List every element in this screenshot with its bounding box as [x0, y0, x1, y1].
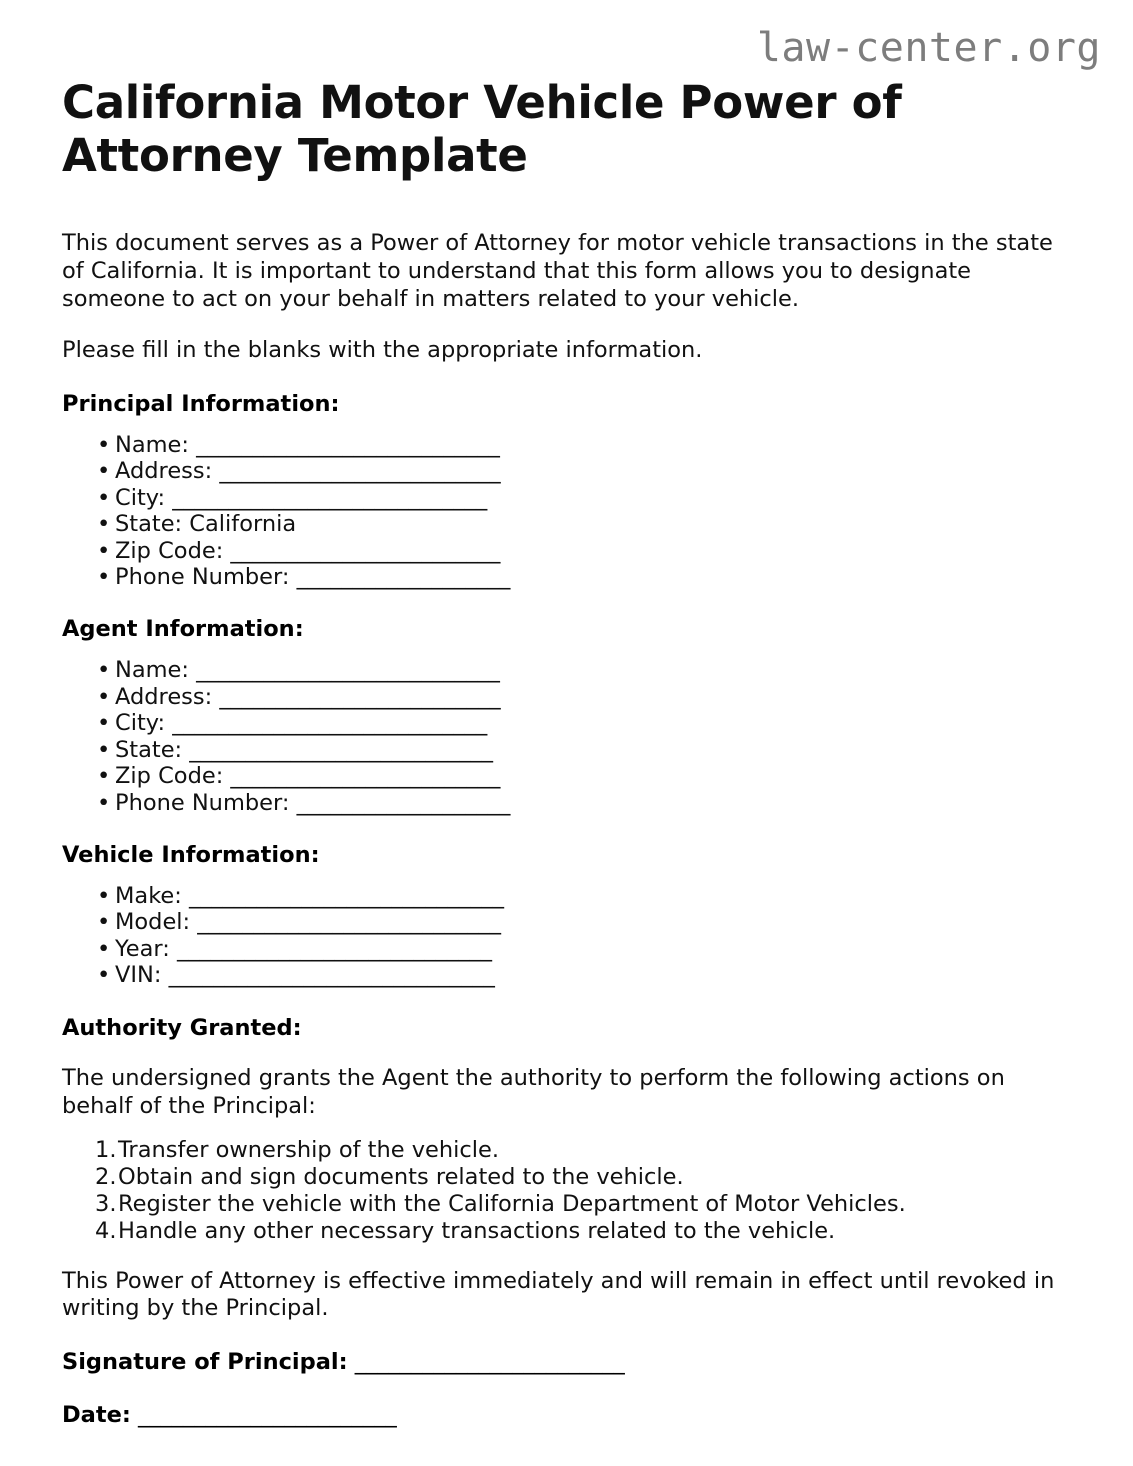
list-item [62, 962, 1072, 988]
field-label: City: [115, 484, 166, 511]
field-blank[interactable]: ________________________ [223, 537, 501, 564]
spacer [62, 816, 1072, 842]
field-blank[interactable]: ____________________________ [181, 883, 505, 909]
spacer [62, 1376, 1072, 1402]
spacer [62, 643, 1072, 657]
field-blank[interactable]: ___________________________ [188, 431, 500, 458]
list-item [62, 684, 1072, 710]
field-label: Zip Code: [115, 763, 224, 790]
field-blank[interactable]: ____________________________ [169, 935, 492, 962]
list-item: Handle any other necessary transactions related to the vehicle. [118, 1217, 836, 1244]
intro-paragraph: This document serves as a Power of Attorney for motor vehicle transactions in the state of California. It is important to understand that this form allows you to designate someone to act on your behalf in matters related to your vehicle. [62, 230, 1053, 312]
field-label: Zip Code: [115, 537, 224, 564]
date-line [62, 1402, 1072, 1429]
field-label: Phone Number: [115, 563, 290, 590]
list-item: Register the vehicle with the California Department of Motor Vehicles. [118, 1190, 906, 1217]
list-item [62, 432, 1072, 458]
principal-information-heading: Principal Information: [62, 390, 340, 417]
principal-field-list [62, 432, 1072, 591]
list-item [62, 657, 1072, 683]
spacer [62, 869, 1072, 883]
spacer [62, 1245, 1072, 1268]
vehicle-field-list [62, 883, 1072, 989]
list-item: Transfer ownership of the vehicle. [118, 1136, 500, 1163]
list-item [62, 458, 1072, 484]
field-blank[interactable]: _________________________ [212, 683, 501, 710]
closing-paragraph: This Power of Attorney is effective immediately and will remain in effect until revoked in writing by the Principal. [62, 1267, 1055, 1322]
authority-granted-heading: Authority Granted: [62, 1014, 302, 1041]
authority-action-list [62, 1137, 1072, 1245]
list-item [62, 564, 1072, 590]
list-item [62, 538, 1072, 564]
list-item [62, 485, 1072, 511]
site-watermark: law-center.org [756, 25, 1101, 71]
field-label: City: [115, 710, 166, 737]
field-label: Phone Number: [115, 789, 290, 816]
agent-field-list [62, 657, 1072, 816]
page-title: California Motor Vehicle Power of Attorney Template [62, 76, 902, 183]
field-label: State: [115, 736, 183, 763]
document-body [62, 76, 1072, 1429]
spacer [62, 590, 1072, 616]
field-label: Address: [115, 458, 213, 485]
spacer [62, 365, 1072, 391]
signature-blank[interactable]: ________________________ [347, 1349, 625, 1376]
spacer [62, 1121, 1072, 1137]
authority-lead-paragraph: The undersigned grants the Agent the authority to perform the following actions on behalf of the Principal: [62, 1064, 1005, 1119]
spacer [62, 418, 1072, 432]
field-label: Name: [115, 657, 189, 684]
spacer [62, 314, 1072, 337]
signature-label: Signature of Principal: [62, 1349, 348, 1376]
field-blank[interactable]: ____________________________ [165, 484, 488, 511]
instruction-paragraph: Please fill in the blanks with the appropriate information. [62, 336, 703, 363]
field-label: Year: [115, 935, 170, 962]
field-label: Make: [115, 883, 182, 909]
list-item [62, 511, 1072, 537]
field-label: VIN: [115, 962, 162, 989]
field-blank[interactable]: ___________________________ [190, 909, 502, 936]
field-blank[interactable]: ____________________________ [165, 710, 488, 737]
list-item [62, 737, 1072, 763]
field-label: Name: [115, 431, 189, 458]
field-blank[interactable]: _________________________ [212, 458, 501, 485]
spacer [62, 989, 1072, 1015]
field-label: Model: [115, 909, 191, 936]
spacer [62, 182, 1072, 230]
list-item [62, 883, 1072, 909]
field-blank[interactable]: _____________________________ [161, 962, 495, 989]
list-item [62, 936, 1072, 962]
field-blank[interactable]: ________________________ [223, 763, 501, 790]
list-item [62, 763, 1072, 789]
list-item [62, 710, 1072, 736]
field-blank[interactable]: ___________________________ [188, 657, 500, 684]
signature-of-principal-line [62, 1349, 1072, 1376]
field-label: State: California [115, 511, 297, 538]
spacer [62, 1042, 1072, 1065]
field-blank[interactable]: ___________________ [289, 789, 511, 816]
vehicle-information-heading: Vehicle Information: [62, 842, 320, 868]
spacer [62, 1323, 1072, 1349]
list-item: Obtain and sign documents related to the vehicle. [118, 1163, 684, 1190]
date-label: Date: [62, 1402, 131, 1429]
list-item [62, 790, 1072, 816]
field-blank[interactable]: ___________________________ [182, 736, 494, 763]
date-blank[interactable]: _______________________ [130, 1402, 397, 1429]
field-blank[interactable]: ___________________ [289, 563, 511, 590]
list-item [62, 909, 1072, 935]
agent-information-heading: Agent Information: [62, 616, 304, 643]
field-label: Address: [115, 683, 213, 710]
